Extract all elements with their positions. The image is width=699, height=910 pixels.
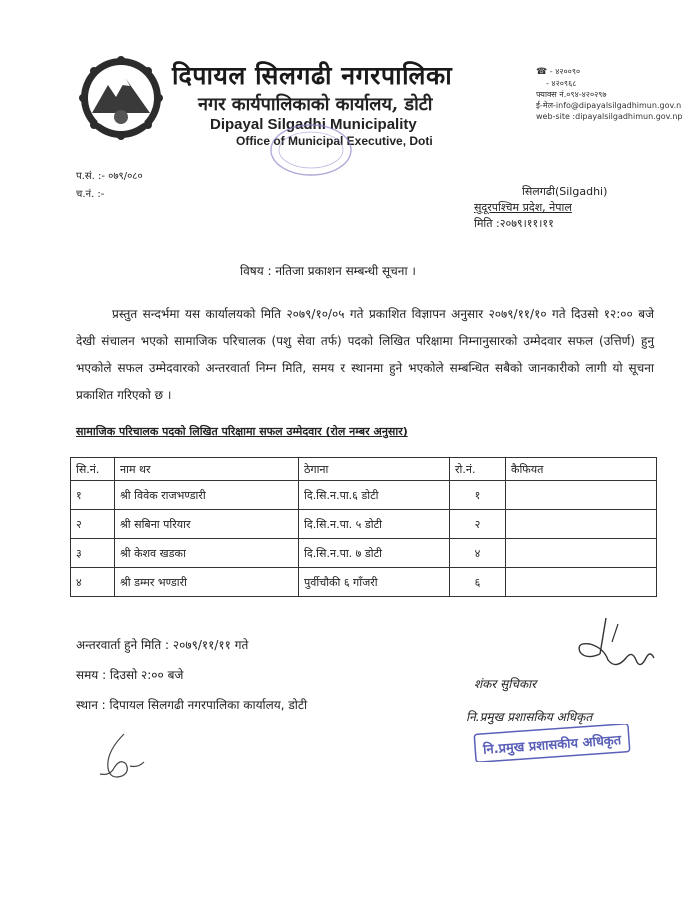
header-address: ठेगाना bbox=[299, 458, 450, 481]
cell-roll-number: ४ bbox=[450, 539, 506, 568]
letter-number: प.सं. :- ०७९/०८० bbox=[76, 171, 143, 182]
municipality-name-english: Dipayal Silgadhi Municipality bbox=[210, 116, 417, 133]
cell-roll-number: ६ bbox=[450, 568, 506, 597]
cell-roll-number: २ bbox=[450, 510, 506, 539]
interview-time: समय : दिउसो २:०० बजे bbox=[76, 668, 184, 682]
cell-address: दि.सि.न.पा. ७ डोटी bbox=[299, 539, 450, 568]
office-name-nepali: नगर कार्यपालिकाको कार्यालय, डोटी bbox=[198, 94, 433, 115]
cell-remarks bbox=[506, 539, 657, 568]
table-caption: सामाजिक परिचालक पदको लिखित परिक्षामा सफल उम्मेदवार (रोल नम्बर अनुसार) bbox=[76, 425, 408, 438]
table-row bbox=[71, 510, 657, 539]
website-address: web-site :dipayalsilgadhimun.gov.np bbox=[536, 112, 683, 121]
cell-serial: १ bbox=[71, 481, 115, 510]
phone-1: - ४२००९० bbox=[549, 67, 581, 76]
initial-mark bbox=[86, 728, 158, 784]
reference-block bbox=[76, 168, 143, 204]
results-table bbox=[70, 457, 657, 597]
table-row bbox=[71, 539, 657, 568]
cell-name: श्री केशव खडका bbox=[115, 539, 299, 568]
officer-rubber-stamp bbox=[472, 724, 632, 762]
cell-remarks bbox=[506, 510, 657, 539]
cell-serial: ३ bbox=[71, 539, 115, 568]
notice-body bbox=[76, 301, 654, 409]
cell-address: दि.सि.न.पा.६ डोटी bbox=[299, 481, 450, 510]
signatory-title: नि.प्रमुख प्रशासकिय अधिकृत bbox=[466, 710, 593, 724]
dispatch-number: च.नं. :- bbox=[76, 189, 105, 200]
email-address: ई-मेल-info@dipayalsilgadhimun.gov.n bbox=[536, 101, 682, 110]
cell-address: पुर्वीचौकी ६ गाँजरी bbox=[299, 568, 450, 597]
table-row bbox=[71, 568, 657, 597]
municipality-name-nepali: दिपायल सिलगढी नगरपालिका bbox=[172, 61, 453, 90]
cell-name: श्री विवेक राजभण्डारी bbox=[115, 481, 299, 510]
cell-name: श्री डम्मर भण्डारी bbox=[115, 568, 299, 597]
header-name: नाम थर bbox=[115, 458, 299, 481]
letter-date: मिति :२०७९।११।११ bbox=[474, 217, 554, 230]
header-remarks: कैफियत bbox=[506, 458, 657, 481]
stamp-text: नि.प्रमुख प्रशासकीय अधिकृत bbox=[482, 733, 622, 758]
interview-date: अन्तरवार्ता हुने मिति : २०७९/११/११ गते bbox=[76, 638, 249, 652]
fax-number: फ्याक्स नं.०९४-४२०२९७ bbox=[536, 90, 607, 99]
table-header-row bbox=[71, 458, 657, 481]
office-seal-stamp bbox=[268, 122, 354, 178]
place-date-block bbox=[474, 184, 607, 232]
table-row bbox=[71, 481, 657, 510]
cell-name: श्री सबिना परियार bbox=[115, 510, 299, 539]
header-serial: सि.नं. bbox=[71, 458, 115, 481]
cell-remarks bbox=[506, 481, 657, 510]
office-name-english: Office of Municipal Executive, Doti bbox=[236, 134, 433, 148]
phone-2: - ४२०९६८ bbox=[546, 79, 577, 88]
header-roll-number: रो.नं. bbox=[450, 458, 506, 481]
notice-subject: विषय : नतिजा प्रकाशन सम्बन्धी सूचना । bbox=[240, 264, 416, 278]
province-name: सुदूरपश्चिम प्रदेश, नेपाल bbox=[474, 201, 572, 214]
contact-block bbox=[536, 66, 682, 122]
notice-body-text: प्रस्तुत सन्दर्भमा यस कार्यालयको मिति २०७९/१०/०५ गते प्रकाशित विज्ञापन अनुसार २०७९/११/१० गते दिउसो १२:०० बजे देखी संचालन भएको सामाजिक परिचालक (पशु सेवा तर्फ) पदको लिखित परिक्षामा निम्नानुसारको उम्मेदवार सफल (उत्तिर्ण) हुनु भएकोले सफल उम्मेदवारको अन्तरवार्ता निम्न मिति, समय र स्थानमा हुने भएकोले सम्बन्धित सबैको जानकारीको लागी यो सूचना प्रकाशित गरिएको छ । bbox=[76, 307, 654, 402]
municipality-emblem-logo bbox=[78, 55, 164, 141]
city-name: सिलगढी(Silgadhi) bbox=[522, 185, 608, 198]
cell-serial: ४ bbox=[71, 568, 115, 597]
cell-address: दि.सि.न.पा. ५ डोटी bbox=[299, 510, 450, 539]
cell-serial: २ bbox=[71, 510, 115, 539]
cell-remarks bbox=[506, 568, 657, 597]
handwritten-signature bbox=[546, 614, 658, 676]
cell-roll-number: १ bbox=[450, 481, 506, 510]
signatory-name: शंकर सुचिकार bbox=[474, 677, 537, 691]
interview-venue: स्थान : दिपायल सिलगढी नगरपालिका कार्यालय, डोटी bbox=[76, 698, 308, 712]
phone-icon: ☎ bbox=[536, 67, 548, 77]
